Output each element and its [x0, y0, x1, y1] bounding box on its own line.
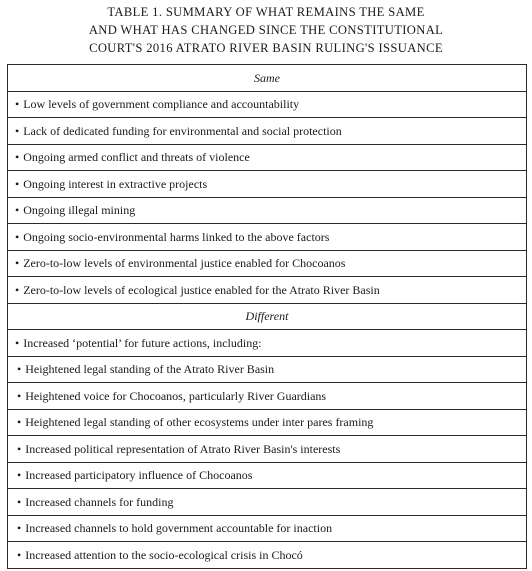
bullet-icon: •	[15, 123, 20, 138]
row-text: Low levels of government compliance and accountability	[23, 97, 300, 112]
table-cell	[8, 542, 527, 569]
table-cell	[8, 383, 527, 410]
bullet-icon: •	[15, 256, 20, 271]
table-row	[8, 224, 527, 251]
row-text: Ongoing interest in extractive projects	[23, 176, 208, 191]
table-row	[8, 436, 527, 463]
table-row	[8, 250, 527, 277]
row-text: Ongoing armed conflict and threats of violence	[23, 150, 250, 165]
table-cell	[8, 436, 527, 463]
table-row	[8, 462, 527, 489]
bullet-icon: •	[15, 229, 20, 244]
table-row	[8, 277, 527, 304]
row-text: Ongoing socio-environmental harms linked to the above factors	[23, 229, 330, 244]
table-caption	[0, 3, 532, 57]
row-text: Ongoing illegal mining	[23, 203, 136, 218]
bullet-icon: •	[15, 203, 20, 218]
table-row	[8, 91, 527, 118]
row-text: Increased channels for funding	[25, 494, 174, 509]
table-cell	[8, 197, 527, 224]
section-heading-different: Different	[8, 303, 527, 330]
bullet-icon: •	[15, 282, 20, 297]
row-text: Increased political representation of Atrato River Basin's interests	[25, 441, 341, 456]
bullet-icon: •	[17, 521, 22, 536]
bullet-icon: •	[17, 494, 22, 509]
caption-line: COURT'S 2016 ATRATO RIVER BASIN RULING'S ISSUANCE	[89, 41, 443, 55]
section-header-row	[8, 303, 527, 330]
bullet-icon: •	[15, 150, 20, 165]
table-row	[8, 356, 527, 383]
table-cell	[8, 224, 527, 251]
table-cell	[8, 118, 527, 145]
bullet-icon: •	[17, 547, 22, 562]
row-text: Lack of dedicated funding for environmental and social protection	[23, 123, 342, 138]
table-cell	[8, 250, 527, 277]
caption-line: AND WHAT HAS CHANGED SINCE THE CONSTITUTIONAL	[88, 23, 444, 37]
table-cell	[8, 330, 527, 357]
table-row	[8, 171, 527, 198]
bullet-icon: •	[15, 176, 20, 191]
table-cell	[8, 489, 527, 516]
table-row	[8, 383, 527, 410]
caption-line: TABLE 1. SUMMARY OF WHAT REMAINS THE SAME	[107, 5, 425, 19]
bullet-icon: •	[15, 335, 20, 350]
table-row	[8, 409, 527, 436]
row-text: Heightened legal standing of the Atrato River Basin	[25, 362, 275, 377]
bullet-icon: •	[17, 388, 22, 403]
row-text: Increased channels to hold government accountable for inaction	[25, 521, 333, 536]
row-text: Increased ‘potential’ for future actions, including:	[23, 335, 262, 350]
bullet-icon: •	[15, 97, 20, 112]
bullet-icon: •	[17, 468, 22, 483]
bullet-icon: •	[17, 441, 22, 456]
table-row	[8, 144, 527, 171]
table-row	[8, 489, 527, 516]
table-cell	[8, 144, 527, 171]
bullet-icon: •	[17, 362, 22, 377]
row-text: Increased attention to the socio-ecological crisis in Chocó	[25, 547, 303, 562]
table-row	[8, 515, 527, 542]
table-cell	[8, 277, 527, 304]
row-text: Increased participatory influence of Chocoanos	[25, 468, 253, 483]
table-cell	[8, 171, 527, 198]
row-text: Zero-to-low levels of ecological justice enabled for the Atrato River Basin	[23, 282, 380, 297]
table-row	[8, 118, 527, 145]
bullet-icon: •	[17, 415, 22, 430]
table-row	[8, 197, 527, 224]
table-cell	[8, 356, 527, 383]
section-header-row	[8, 65, 527, 92]
row-text: Zero-to-low levels of environmental justice enabled for Chocoanos	[23, 256, 346, 271]
table-row	[8, 542, 527, 569]
table-cell	[8, 462, 527, 489]
table-cell	[8, 91, 527, 118]
table-cell	[8, 515, 527, 542]
section-heading-same: Same	[8, 65, 527, 92]
row-text: Heightened legal standing of other ecosystems under inter pares framing	[25, 415, 374, 430]
summary-table	[7, 64, 527, 569]
table-cell	[8, 409, 527, 436]
table-row	[8, 330, 527, 357]
row-text: Heightened voice for Chocoanos, particularly River Guardians	[25, 388, 327, 403]
